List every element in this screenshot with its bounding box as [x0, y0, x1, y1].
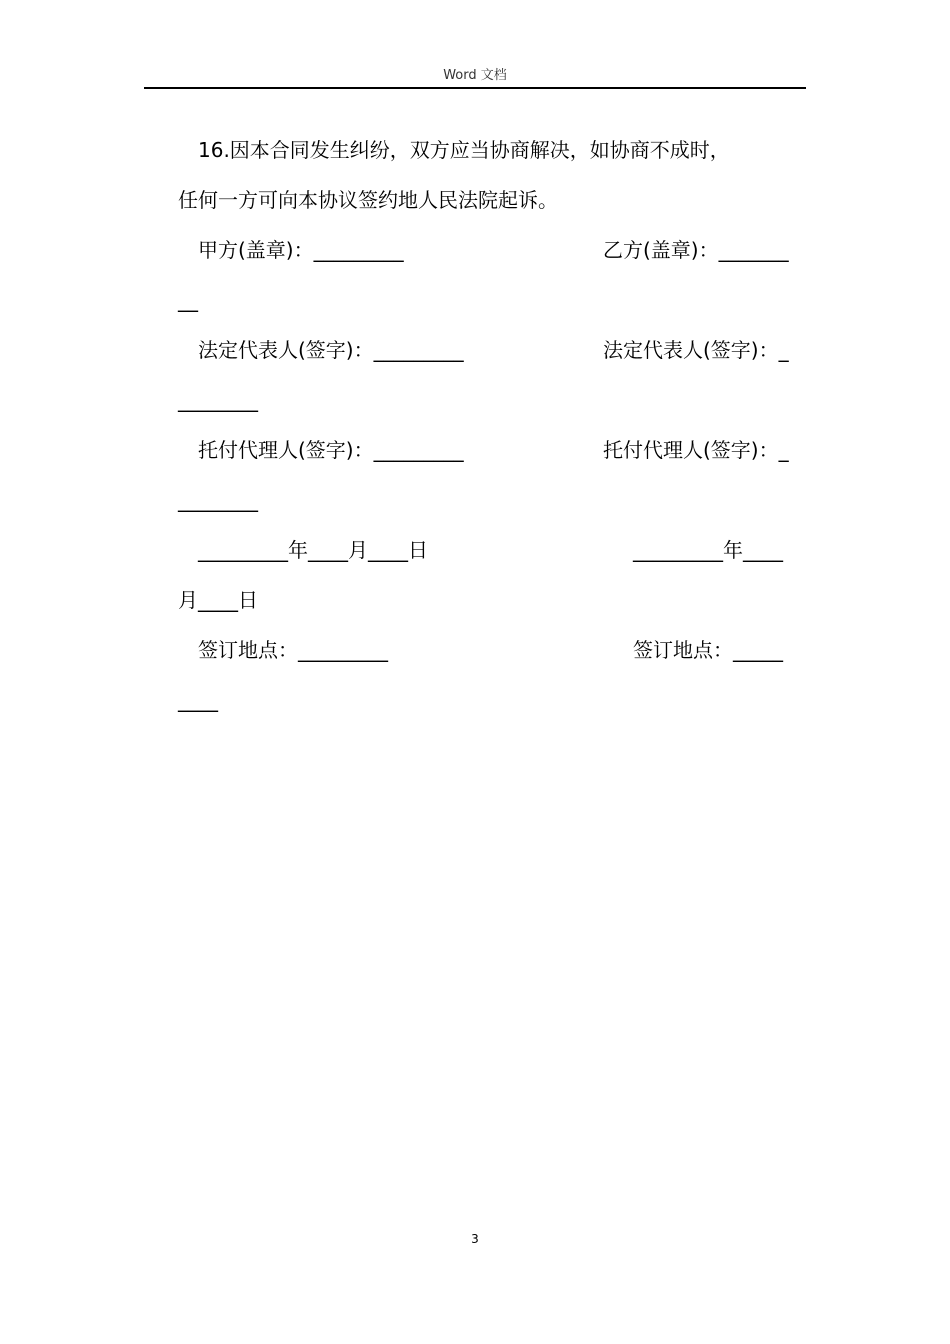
party-b-agent-field: 托付代理人(签字)：_: [603, 438, 789, 462]
party-a-signing-place-field: 签订地点：_________: [198, 638, 388, 662]
party-b-seal-field-continued: __: [178, 288, 198, 312]
party-b-date-field-continued: 月____日: [178, 588, 258, 612]
party-b-signing-place-field-continued: ____: [178, 688, 218, 712]
page-header: Word 文档: [443, 68, 507, 83]
clause-16-line-1: 16.因本合同发生纠纷，双方应当协商解决，如协商不成时，: [198, 138, 730, 162]
clause-16-line-2: 任何一方可向本协议签约地人民法院起诉。: [178, 188, 558, 212]
party-b-date-field: _________年____: [633, 538, 783, 562]
party-a-seal-field: 甲方(盖章)：_________: [198, 238, 404, 262]
party-b-representative-field: 法定代表人(签字)：_: [603, 338, 789, 362]
party-a-agent-field: 托付代理人(签字)：_________: [198, 438, 464, 462]
party-b-signing-place-field: 签订地点：_____: [633, 638, 783, 662]
header-divider: [144, 87, 806, 89]
party-b-seal-field: 乙方(盖章)：_______: [603, 238, 789, 262]
party-b-representative-field-continued: ________: [178, 388, 258, 412]
party-b-agent-field-continued: ________: [178, 488, 258, 512]
party-a-date-field: _________年____月____日: [198, 538, 428, 562]
page-number: 3: [471, 1232, 479, 1246]
party-a-representative-field: 法定代表人(签字)：_________: [198, 338, 464, 362]
